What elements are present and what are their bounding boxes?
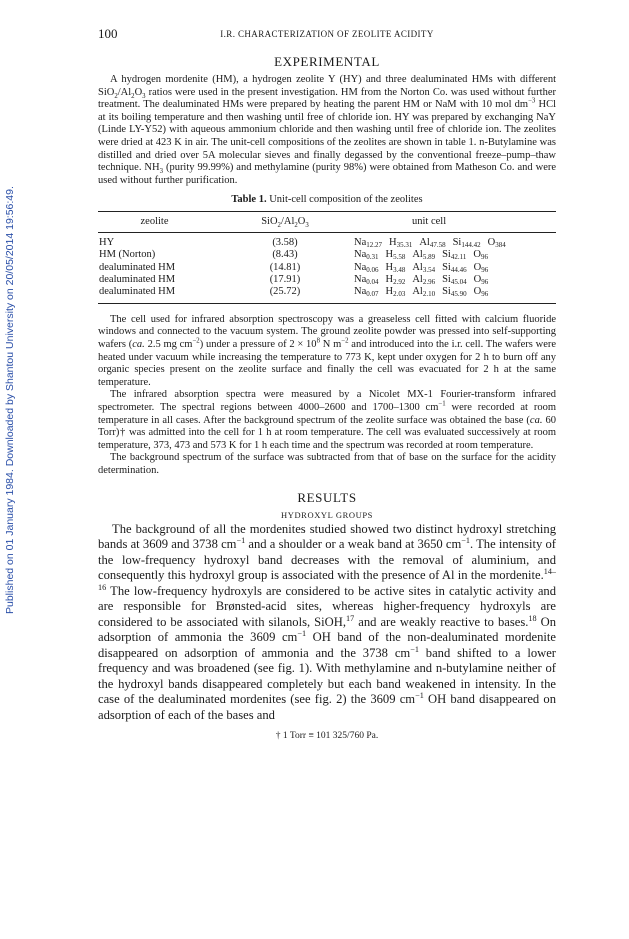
text-run: −1 bbox=[236, 535, 246, 545]
element-symbol: O bbox=[473, 273, 482, 285]
table-caption-text: Unit-cell composition of the zeolites bbox=[269, 194, 423, 206]
cell-unit-cell bbox=[340, 286, 556, 298]
text-run: HCl at its boiling temperature and then washing until free of chloride ion. HY was prepared by exchanging NaY (Linde LY-Y52) with aqueous ammonium chloride and then washing until free of chloride ion. The zeolites were dried at 423 K in air. The unit-cell compositions of the zeolites are shown in table 1. n-Butylamine was distilled and dried over 5A molecular sieves and finally degassed by the conventional freeze–pump–thaw technique. NH bbox=[98, 99, 556, 174]
text-run: 2 bbox=[294, 222, 298, 230]
results-paragraph-1 bbox=[98, 522, 556, 724]
text-run: were recorded at room temperature in all cases. After the background spectrum of the zeolite surface was obtained the base ( bbox=[98, 401, 556, 426]
text-run: −1 bbox=[438, 400, 446, 408]
text-run: 2.5 mg cm bbox=[144, 338, 193, 350]
cell-ratio: (3.58) bbox=[272, 236, 298, 248]
text-run: The background spectrum of the surface was subtracted from that of base on the surface for the acidity determination. bbox=[98, 452, 556, 476]
element-count: 42.11 bbox=[450, 253, 467, 262]
text-run: 2 bbox=[131, 92, 135, 100]
text-run: −1 bbox=[410, 644, 419, 654]
footnote: † 1 Torr ≡ 101 325/760 Pa. bbox=[275, 731, 379, 741]
text-run: On adsorption of ammonia the 3609 cm bbox=[98, 614, 556, 644]
table-caption bbox=[98, 194, 556, 205]
text-run: −1 bbox=[461, 535, 470, 545]
experimental-paragraph-1 bbox=[98, 74, 556, 187]
text-run: and a shoulder or a weak band at 3650 cm bbox=[245, 537, 462, 551]
experimental-paragraph-4 bbox=[98, 452, 556, 477]
element-count: 96 bbox=[481, 290, 489, 299]
text-run: 17 bbox=[346, 613, 355, 623]
text-run: OH band of the non-dealuminated mordenite disappeared on adsorption of ammonia and the 3738 cm bbox=[98, 630, 556, 660]
results-heading: RESULTS bbox=[297, 489, 357, 505]
element-count: 35.31 bbox=[396, 240, 413, 249]
element-symbol: Si bbox=[442, 286, 451, 298]
cell-unit-cell bbox=[340, 237, 556, 249]
element-symbol: Na bbox=[354, 236, 367, 248]
element-symbol: Na bbox=[354, 273, 367, 285]
element-count: 96 bbox=[480, 253, 488, 262]
element-count: 144.42 bbox=[461, 240, 481, 249]
element-count: 0.04 bbox=[366, 277, 379, 286]
experimental-paragraph-3 bbox=[98, 389, 556, 452]
text-run: band shifted to a lower frequency and was broadened (see fig. 1). With methylamine and n-butylamine neither of the hydroxyl bands disappeared completely but each band weakened in intensity. In the case of the dealuminated mordenites (see fig. 2) the 3609 cm bbox=[98, 645, 556, 706]
element-symbol: H bbox=[385, 261, 394, 273]
element-count: 45.04 bbox=[450, 277, 467, 286]
text-run: N m bbox=[319, 338, 342, 350]
element-symbol: O bbox=[487, 236, 496, 248]
text-run: OH band disappeared on adsorption of each of the bases and bbox=[98, 692, 556, 722]
element-symbol: H bbox=[389, 236, 397, 248]
table-body bbox=[98, 233, 556, 303]
download-notice[interactable]: Published on 01 January 1984. Downloaded by Shantou University on 20/05/2014 19:56:49. bbox=[4, 186, 16, 614]
element-symbol: O bbox=[473, 261, 482, 273]
element-symbol: Al bbox=[412, 286, 423, 298]
cell-unit-cell bbox=[340, 249, 556, 261]
cell-ratio: (25.72) bbox=[269, 286, 301, 298]
element-count: 3.48 bbox=[393, 265, 406, 274]
running-header bbox=[98, 26, 556, 42]
text-run: The low-frequency hydroxyls are considered to be active sites in catalytic activity and are responsible for Brønsted-acid sites, whereas higher-frequency hydroxyls are considered to be associated with silanols, SiOH, bbox=[98, 583, 556, 629]
cell-ratio: (8.43) bbox=[272, 249, 298, 261]
text-run: and are weakly reactive to bases. bbox=[354, 614, 529, 629]
text-run: ca. bbox=[529, 414, 543, 426]
element-count: 47.58 bbox=[429, 240, 446, 249]
element-count: 44.46 bbox=[450, 265, 467, 274]
element-symbol: H bbox=[385, 286, 394, 298]
element-symbol: Si bbox=[442, 261, 451, 273]
cell-zeolite: dealuminated HM bbox=[99, 273, 176, 285]
text-run: A hydrogen mordenite (HM), a hydrogen zeolite Y (HY) and three dealuminated HMs with different SiO bbox=[98, 74, 556, 98]
text-run: 8 bbox=[316, 337, 320, 345]
text-run: ca. bbox=[132, 338, 145, 350]
element-symbol: Na bbox=[354, 286, 367, 298]
text-run: 60 Torr)† was admitted into the cell for 1 h at room temperature. The cell was evaluated successively at room temperature, 373, 473 and 573 K for 1 h each time and the spectrum was recorded at room temperature. bbox=[98, 414, 557, 451]
element-symbol: O bbox=[473, 286, 482, 298]
element-count: 12.27 bbox=[366, 240, 382, 249]
element-symbol: Si bbox=[452, 236, 462, 248]
element-symbol: Al bbox=[412, 249, 423, 261]
text-run: O bbox=[134, 86, 143, 98]
element-count: 3.54 bbox=[422, 265, 436, 274]
text-run: 2 bbox=[277, 222, 281, 230]
cell-ratio: (17.91) bbox=[269, 273, 301, 285]
cell-zeolite: dealuminated HM bbox=[99, 286, 176, 298]
element-count: 96 bbox=[481, 265, 489, 274]
text-run: 18 bbox=[528, 613, 537, 623]
table-header-row bbox=[98, 212, 556, 231]
text-run: 14–16 bbox=[98, 566, 556, 592]
header-unit-cell: unit cell bbox=[412, 216, 447, 228]
element-count: 384 bbox=[495, 240, 506, 249]
cell-unit-cell bbox=[340, 274, 556, 286]
element-count: 0.06 bbox=[366, 265, 379, 274]
text-run: /Al bbox=[117, 86, 132, 98]
text-run: −3 bbox=[528, 97, 536, 105]
text-run: (purity 99.99%) and methylamine (purity 98%) were obtained from Matheson Co. and were used without further purification. bbox=[98, 162, 557, 186]
element-symbol: Al bbox=[412, 273, 423, 285]
text-run: /Al bbox=[280, 216, 295, 228]
text-run: 3 bbox=[305, 222, 309, 230]
journal-page bbox=[98, 26, 556, 741]
element-count: 0.07 bbox=[366, 290, 379, 299]
element-symbol: O bbox=[473, 249, 481, 261]
text-run: ratios were used in the present investigation. HM from the Norton Co. was used without further treatment. The dealuminated HMs were prepared by heating the parent HM or NaM with 10 mol dm bbox=[98, 86, 556, 111]
text-run: The background of all the mordenites studied showed two distinct hydroxyl stretching bands at 3609 and 3738 cm bbox=[98, 521, 556, 551]
text-run: O bbox=[297, 216, 306, 228]
text-run: −2 bbox=[341, 337, 349, 345]
header-zeolite: zeolite bbox=[140, 216, 169, 228]
element-symbol: Na bbox=[354, 261, 367, 273]
element-count: 2.03 bbox=[393, 290, 406, 299]
cell-unit-cell bbox=[340, 262, 556, 274]
element-count: 2.10 bbox=[422, 290, 436, 299]
element-symbol: Al bbox=[412, 261, 423, 273]
element-symbol: Na bbox=[354, 249, 367, 261]
text-run: The infrared absorption spectra were measured by a Nicolet MX-1 Fourier-transform infrared spectrometer. The spectral regions between 4000–2600 and 1700–1300 cm bbox=[98, 389, 556, 413]
header-ratio bbox=[230, 216, 340, 228]
cell-zeolite: HY bbox=[99, 236, 115, 248]
element-count: 0.31 bbox=[366, 253, 379, 262]
cell-zeolite: HM (Norton) bbox=[99, 249, 156, 261]
text-run: 3 bbox=[142, 92, 146, 100]
element-symbol: Si bbox=[442, 249, 451, 261]
cell-zeolite: dealuminated HM bbox=[99, 261, 176, 273]
experimental-paragraph-2 bbox=[98, 314, 556, 390]
element-count: 5.58 bbox=[393, 253, 406, 262]
element-count: 96 bbox=[481, 277, 489, 286]
table-label: Table 1. bbox=[231, 194, 267, 206]
element-count: 2.92 bbox=[393, 277, 406, 286]
text-run: and introduced into the i.r. cell. The wafers were heated under vacuum while increasing the temperature to 773 K, kept under oxygen for 2 h to burn off any organic species present on the zeolite surface and finally the cell was evacuated for 2 h at the same temperature. bbox=[98, 338, 557, 388]
element-count: 45.90 bbox=[450, 290, 467, 299]
element-symbol: H bbox=[385, 273, 394, 285]
text-run: SiO bbox=[261, 216, 278, 228]
text-run: ) under a pressure of 2 × 10 bbox=[199, 338, 317, 350]
element-symbol: Si bbox=[442, 273, 451, 285]
text-run: −1 bbox=[297, 628, 307, 638]
text-run: 2 bbox=[114, 92, 118, 100]
page-number: 100 bbox=[98, 26, 118, 41]
text-run: −1 bbox=[415, 690, 424, 700]
cell-ratio: (14.81) bbox=[269, 261, 301, 273]
experimental-heading: EXPERIMENTAL bbox=[274, 54, 380, 69]
text-run: −2 bbox=[192, 337, 200, 345]
element-symbol: Al bbox=[419, 236, 430, 248]
element-symbol: H bbox=[385, 249, 394, 261]
element-count: 2.96 bbox=[422, 277, 436, 286]
text-run: 3 bbox=[159, 168, 163, 176]
text-run: . The intensity of the low-frequency hydroxyl band decreases with the removal of aluminium, and consequently this hydroxyl group is associated with the presence of Al in the mordenite. bbox=[98, 537, 556, 582]
text-run: The cell used for infrared absorption spectroscopy was a greaseless cell fitted with calcium fluoride windows and connected to the vacuum system. The ground zeolite powder was pressed into self-supporting wafers ( bbox=[98, 313, 556, 350]
hydroxyl-groups-subheading: HYDROXYL GROUPS bbox=[280, 509, 374, 520]
element-count: 5.89 bbox=[422, 253, 436, 262]
running-title: I.R. CHARACTERIZATION OF ZEOLITE ACIDITY bbox=[220, 29, 434, 39]
